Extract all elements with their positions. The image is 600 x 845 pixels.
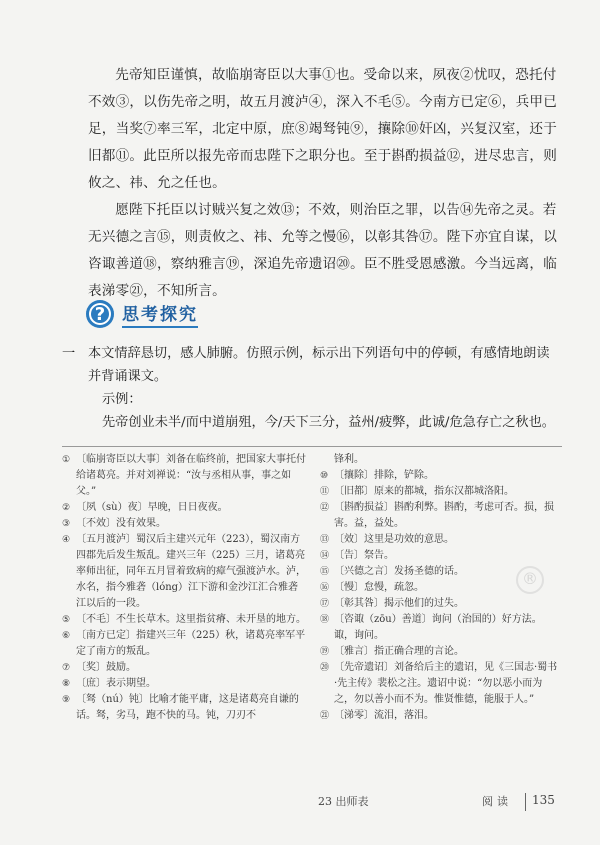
page-footer	[0, 793, 600, 813]
section-title: 思考探究	[122, 300, 198, 328]
footer-divider	[525, 793, 526, 811]
section-header	[86, 300, 198, 328]
footnote: ⑯ 〔慢〕怠慢，疏忽。	[320, 582, 424, 593]
footnote: ① 〔临崩寄臣以大事〕刘备在临终前，把国家大事托付给诸葛亮。并对刘禅说：“汝与丞相从事，事之如父。”	[62, 454, 306, 497]
notes-divider	[62, 446, 562, 447]
footnote: ⑰ 〔彰其咎〕揭示他们的过失。	[320, 598, 464, 609]
main-text	[88, 62, 562, 305]
footnote: ③ 〔不效〕没有效果。	[62, 518, 166, 529]
footnote: ⑱ 〔咨诹（zōu）善道〕询问（治国的）好方法。诹，询问。	[320, 614, 542, 641]
example-text: 先帝创业未半/而中道崩殂，今/天下三分，益州/疲弊，此诚/危急存亡之秋也。	[102, 415, 555, 430]
footnote: ⑮ 〔兴德之言〕发扬圣德的话。	[320, 566, 464, 577]
footnote: ⑲ 〔雅言〕指正确合理的言论。	[320, 646, 464, 657]
exercise-instruction: 本文情辞恳切，感人肺腑。仿照示例，标示出下列语句中的停顿，有感情地朗读并背诵课文。	[88, 346, 550, 384]
exercise-1	[62, 342, 562, 434]
registered-mark-watermark: ®	[516, 566, 544, 594]
footnote: ⑬ 〔效〕这里是功效的意思。	[320, 534, 454, 545]
notes-column-left	[62, 452, 306, 724]
section-name: 阅读	[482, 795, 512, 808]
footnote: 锋利。	[334, 454, 364, 465]
footnote: ⑳ 〔先帝遗诏〕刘备给后主的遗诏，见《三国志·蜀书·先主传》裴松之注。遗诏中说：“勿以恶小而为之，勿以善小而不为。惟贤惟德，能服于人。”	[320, 662, 558, 705]
exercise-number: 一	[62, 346, 76, 361]
paragraph-2: 愿陛下托臣以讨贼兴复之效⑬；不效，则治臣之罪，以告⑭先帝之灵。若无兴德之言⑮，则责攸之、祎、允等之慢⑯，以彰其咎⑰。陛下亦宜自谋，以咨诹善道⑱，察纳雅言⑲，深追先帝遗诏⑳。臣不胜受恩感激。今当远离，临表涕零㉑，不知所言。	[88, 202, 557, 299]
footnote: ⑩ 〔攘除〕排除，铲除。	[320, 470, 434, 481]
footnote: ④ 〔五月渡泸〕蜀汉后主建兴元年（223），蜀汉南方四郡先后发生叛乱。建兴三年（225）三月，诸葛亮率师出征，同年五月冒着致病的瘴气强渡泸水。泸，水名，指今雅砻（lóng）江下游和金沙江汇合雅砻江以后的一段。	[62, 534, 306, 609]
footnote: ② 〔夙（sù）夜〕早晚，日日夜夜。	[62, 502, 228, 513]
paragraph-1: 先帝知臣谨慎，故临崩寄臣以大事①也。受命以来，夙夜②忧叹，恐托付不效③，以伤先帝之明，故五月渡泸④，深入不毛⑤。今南方已定⑥，兵甲已足，当奖⑦率三军，北定中原，庶⑧竭驽钝⑨，攘除⑩奸凶，兴复汉室，还于旧都⑪。此臣所以报先帝而忠陛下之职分也。至于斟酌损益⑫，进尽忠言，则攸之、祎、允之任也。	[88, 67, 557, 191]
footnote: ⑧ 〔庶〕表示期望。	[62, 678, 156, 689]
page-number: 135	[532, 793, 555, 807]
footnote: ⑫ 〔斟酌损益〕斟酌利弊。斟酌，考虑可否。损，损害。益，益处。	[320, 502, 554, 529]
footnote: ⑤ 〔不毛〕不生长草木。这里指贫瘠、未开垦的地方。	[62, 614, 306, 625]
example-label: 示例：	[102, 392, 142, 407]
footnote: ⑨ 〔驽（nú）钝〕比喻才能平庸，这是诸葛亮自谦的话。驽，劣马，跑不快的马。钝，刀刃不	[62, 694, 299, 721]
footnote: ⑪ 〔旧都〕原来的都城，指东汉都城洛阳。	[320, 486, 514, 497]
footnote: ⑥ 〔南方已定〕指建兴三年（225）秋，诸葛亮率军平定了南方的叛乱。	[62, 630, 306, 657]
footnote: ㉑ 〔涕零〕流泪，落泪。	[320, 710, 434, 721]
footnote: ⑦ 〔奖〕鼓励。	[62, 662, 136, 673]
question-icon: ?	[86, 300, 114, 328]
lesson-title: 23 出师表	[318, 795, 369, 808]
footnote: ⑭ 〔告〕祭告。	[320, 550, 394, 561]
